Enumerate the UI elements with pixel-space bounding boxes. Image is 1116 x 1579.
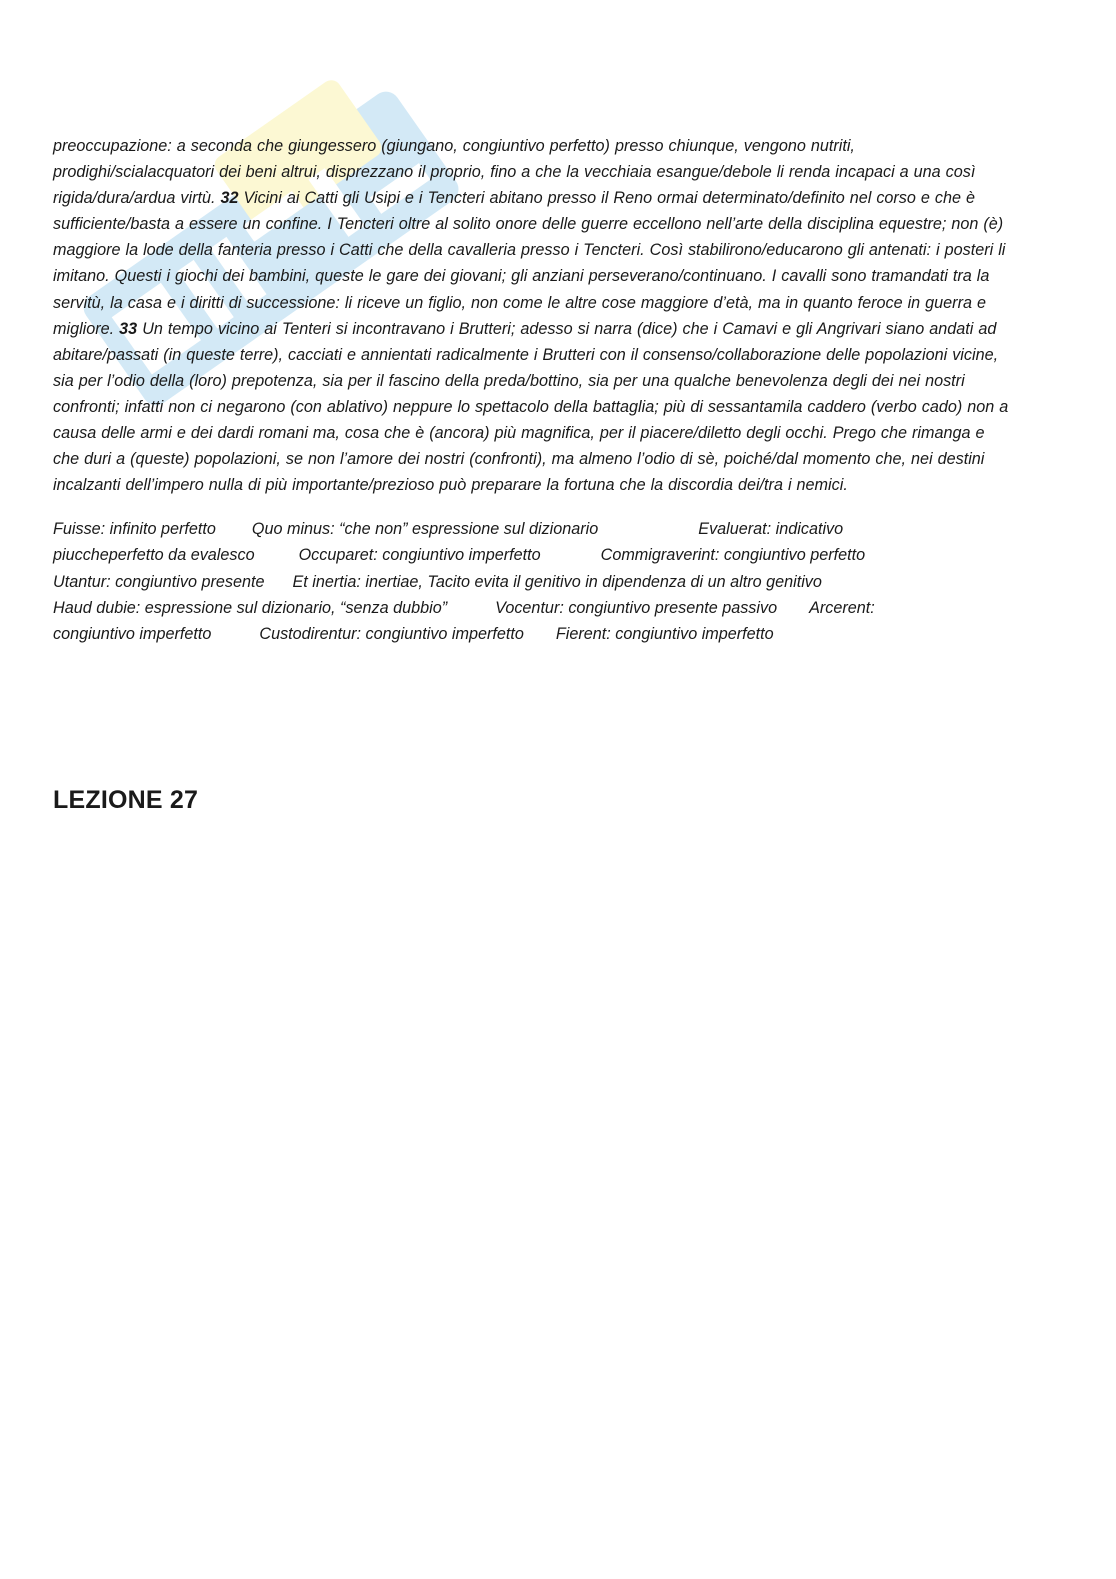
paragraph-part-3: Un tempo vicino ai Tenteri si incontravano i Brutteri; adesso si narra (dice) che i Camavi e gli Angrivari siano andati ad abitare/passati (in queste terre), cacciati e annientati radicalmente i Brutteri con il consenso/collaborazione delle popolazioni vicine, sia per l’odio della (loro) prepotenza, sia per il fascino della preda/bottino, sia per una qualche benevolenza degli dei nei nostri confronti; infatti non ci negarono (con ablativo) neppure lo spettacolo della battaglia; più di sessantamila caddero (verbo cado) non a causa delle armi e dei dardi romani ma, cosa che è (ancora) più magnifica, per il piacere/diletto degli occhi. Prego che rimanga e che duri a (queste) popolazioni, se non l’amore dei nostri (confronti), ma almeno l’odio di sè, poiché/dal momento che, nei destini incalzanti dell’impero nulla di più importante/prezioso può preparare la fortuna che la discordia dei/tra i nemici.	[53, 319, 1009, 495]
grammar-notes	[53, 516, 1013, 646]
lesson-heading: LEZIONE 27	[53, 786, 199, 814]
note-custodirentur: Custodirentur: congiuntivo imperfetto	[259, 624, 524, 643]
notes-line-3	[53, 569, 1013, 595]
note-et-inertia: Et inertia: inertiae, Tacito evita il genitivo in dipendenza di un altro genitivo	[292, 572, 822, 591]
translation-paragraph	[53, 133, 1013, 498]
note-vocentur: Vocentur: congiuntivo presente passivo	[495, 598, 778, 617]
note-fierent: Fierent: congiuntivo imperfetto	[555, 624, 774, 643]
notes-line-5	[53, 621, 1013, 647]
notes-line-1	[53, 516, 1013, 542]
note-evaluerat: Evaluerat: indicativo	[698, 520, 844, 539]
note-occuparet: Occuparet: congiuntivo imperfetto	[298, 546, 541, 565]
note-commigraverint: Commigraverint: congiuntivo perfetto	[600, 546, 866, 565]
chapter-number-33: 33	[119, 319, 138, 338]
chapter-number-32: 32	[220, 189, 239, 208]
note-fuisse: Fuisse: infinito perfetto	[53, 520, 216, 539]
note-utantur: Utantur: congiuntivo presente	[53, 572, 265, 591]
notes-line-4	[53, 595, 1013, 621]
paragraph-part-2: Vicini ai Catti gli Usipi e i Tencteri abitano presso il Reno ormai determinato/definito nel corso e che è sufficiente/basta a essere un confine. I Tencteri oltre al solito onore delle guerre eccellono nell’arte della disciplina equestre; non (è) maggiore la lode della fanteria presso i Catti che della cavalleria presso i Tencteri. Così stabilirono/educarono gli antenati: i posteri li imitano. Questi i giochi dei bambini, queste le gare dei giovani; gli anziani perseverano/continuano. I cavalli sono tramandati tra la servitù, la casa e i diritti di successione: li riceve un figlio, non come le altre cose maggiore d’età, ma in quanto feroce in guerra e migliore.	[53, 189, 1006, 338]
note-haud-dubie: Haud dubie: espressione sul dizionario, “senza dubbio”	[53, 598, 448, 617]
note-arcerent-cont: congiuntivo imperfetto	[53, 624, 212, 643]
note-evaluerat-cont: piuccheperfetto da evalesco	[53, 546, 255, 565]
note-arcerent: Arcerent:	[809, 598, 875, 617]
document-body	[53, 133, 1013, 647]
paragraph-part-1: preoccupazione: a seconda che giungessero (giungano, congiuntivo perfetto) presso chiunque, vengono nutriti, prodighi/scialacquatori dei beni altrui, disprezzano il proprio, fino a che la vecchiaia esangue/debole li renda incapaci a una così rigida/dura/ardua virtù.	[53, 137, 976, 208]
notes-line-2	[53, 542, 1013, 568]
note-quo-minus: Quo minus: “che non” espressione sul dizionario	[251, 520, 599, 539]
